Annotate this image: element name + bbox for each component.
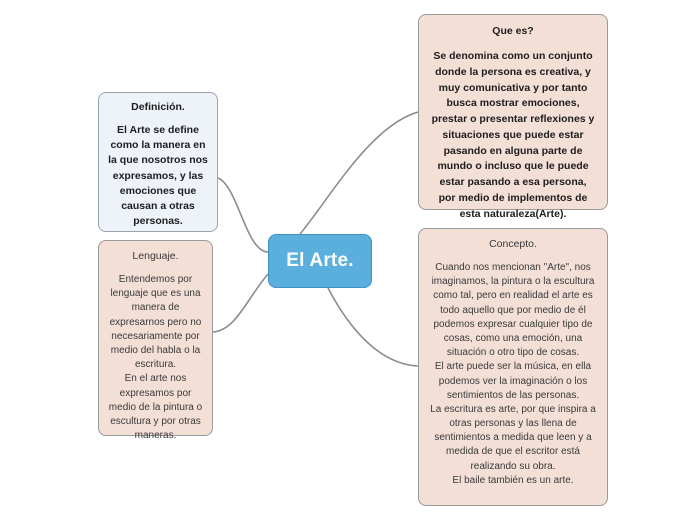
node-concepto-paragraph: Cuando nos mencionan "Arte", nos imaginamos, la pintura o la escultura como tal, pero en realidad el arte es todo aquello que por medio de él podemos expresar cualquier tipo de cosas, como una emoción, una situación o otro tipo de cosas. xyxy=(431,262,595,359)
node-definicion[interactable] xyxy=(98,92,218,232)
node-que-es-body: Se denomina como un conjunto donde la persona es creativa, y muy comunicativa y por tanto busca mostrar emociones, prestar o presentar reflexiones y situaciones que puede estar pasando en alguna parte de mundo o incluso que le puede estar pasando a esa persona, por medio de implementos de esta naturaleza(Arte). xyxy=(431,50,595,220)
node-lenguaje[interactable] xyxy=(98,240,213,442)
central-node-label: El Arte. xyxy=(286,250,354,271)
node-que-es[interactable] xyxy=(418,14,608,220)
node-concepto-paragraph: La escritura es arte, por que inspira a otras personas y las llena de sentimientos a medida que leen y a medida de que el escritor está realizando su obra. xyxy=(430,403,596,472)
central-node-el-arte[interactable] xyxy=(268,234,372,288)
connector-central-to-definicion xyxy=(218,178,268,252)
node-lenguaje-paragraph: Entendemos por lenguaje que es una manera de expresarnos pero no necesariamente por medio del habla o la escritura. xyxy=(109,274,202,371)
node-lenguaje-body xyxy=(107,273,204,443)
node-definicion-title: Definición. xyxy=(131,101,185,113)
node-concepto-title: Concepto. xyxy=(489,238,537,250)
connector-central-to-que-es xyxy=(300,112,418,234)
node-lenguaje-title: Lenguaje. xyxy=(132,250,179,262)
connector-central-to-lenguaje xyxy=(213,274,268,332)
node-concepto-paragraph: El arte puede ser la música, en ella podemos ver la imaginación o los sentimientos de las personas. xyxy=(434,361,592,401)
node-concepto-body xyxy=(430,261,596,488)
connector-central-to-concepto xyxy=(328,288,418,366)
node-lenguaje-paragraph: En el arte nos expresamos por medio de la pintura o escultura y por otras maneras. xyxy=(108,373,203,442)
node-concepto[interactable] xyxy=(418,228,608,506)
node-concepto-paragraph: El baile también es un arte. xyxy=(452,474,574,486)
node-definicion-body: El Arte se define como la manera en la que nosotros nos expresamos, y las emociones que causan a otras personas. xyxy=(108,124,208,228)
node-que-es-title: Que es? xyxy=(492,25,534,37)
